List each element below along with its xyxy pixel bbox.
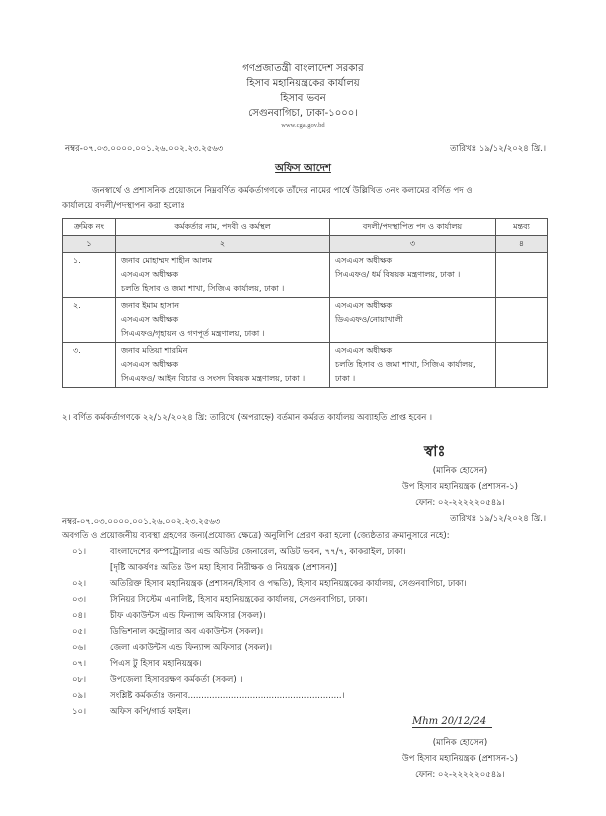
signatory-name: (মানিক হোসেন) [432,738,488,748]
list-item: সংশ্লিষ্ট কর্মকর্তাঃ জনাব.........................................................। [110,691,345,701]
list-number: ০৪। [72,611,87,621]
col-number: ১ [63,236,116,253]
col-number: ৪ [496,236,548,253]
new-post: এসএএস অধীক্ষক [335,301,393,310]
list-number: ১০। [72,707,87,717]
list-number: ০৩। [72,595,87,605]
table-row [63,298,548,343]
intro-text: জনস্বার্থে ও প্রশাসনিক প্রয়োজনে নিম্নবর্ণিত কর্মকর্তাগণকে তাঁদের নামের পার্শ্বে উল্লিখিত ৩নং কলামের বর্ণিত পদ ও [92,186,473,196]
office-name: হিসাব মহানিয়ন্ত্রকের কার্যালয় [246,78,360,89]
list-item: জেলা একাউন্টস এন্ড ফিন্যান্স অফিসার (সকল)। [110,643,273,653]
col-header-serial: ক্রমিক নং [63,219,116,236]
address: সেগুনবাগিচা, ঢাকা-১০০০। [248,108,358,119]
officer-cell [116,298,330,343]
list-number: ০২। [72,579,87,589]
serial: ৩. [63,343,116,388]
signatory-phone: ফোন: ০২-২২২২২০৫৪৯। [415,770,505,780]
officer-name: জনাব ইমাম হাসান [121,301,180,310]
officer-cell [116,253,330,298]
intro-text-cont: কার্যালয়ে বদলী/পদস্থাপন করা হলোঃ [62,201,185,211]
signed-mark: স্বাঃ [424,442,446,460]
list-item: সিনিয়র সিস্টেম এনালিষ্ট, হিসাব মহানিয়ন্ত্রকের কার্যালয়, সেগুনবাগিচা, ঢাকা। [110,595,368,605]
list-item: অতিরিক্ত হিসাব মহানিয়ন্ত্রক (প্রশাসন/হিসাব ও পদ্ধতি), হিসাব মহানিয়ন্ত্রকের কার্যালয়, সেগুনবাগিচা, ঢাকা। [110,579,467,589]
list-number: ০৬। [72,643,87,653]
list-item: ডিভিশনাল কন্ট্রোলার অব একাউন্টস (সকল)। [110,627,264,637]
new-post-cell [330,253,496,298]
list-item: উপজেলা হিসাবরক্ষণ কর্মকর্তা (সকল) । [110,675,243,685]
list-number: ০৯। [72,691,87,701]
remarks [496,343,548,388]
new-post: এসএএস অধীক্ষক [335,346,393,355]
new-office: ডিএএফও/নোয়াখালী [335,315,403,324]
new-post: এসএএস অধীক্ষক [335,256,393,265]
paragraph-2: ২। বর্ণিত কর্মকর্তাগণকে ২২/১২/২০২৪ খ্রি: তারিখে (অপরাহ্নে) বর্তমান কর্মরত কার্যালয় অব্যাহতি প্রাপ্ত হবেন । [62,413,433,423]
serial: ১. [63,253,116,298]
list-item: [দৃষ্টি আকর্ষণঃ অতিঃ উপ মহা হিসাব নিরীক্ষক ও নিয়ন্ত্রক (প্রশাসন)] [110,563,337,573]
signatory-phone: ফোন: ০২-২২২২২০৫৪৯। [415,498,505,508]
officer-workplace: চলতি হিসাব ও জমা শাখা, সিজিএ কার্যালয়, ঢাকা । [121,284,285,293]
col-header-new-post: বদলী/পদস্থাপিত পদ ও কার্যালয় [330,219,496,236]
remarks [496,253,548,298]
memo-date: তারিখঃ ১৯/১২/২০২৪ খ্রি.। [450,144,546,154]
officer-workplace: সিএএফও/গৃহায়ন ও গণপূর্ত মন্ত্রণালয়, ঢাকা । [121,329,265,338]
list-item: বাংলাদেশের কম্পট্রোলার এন্ড অডিটর জেনারেল, অডিট ভবন, ৭৭/৭, কাকরাইল, ঢাকা। [110,547,406,557]
memo-number: নম্বর-০৭.০৩.০০০০.০০১.২৬.০০২.২৩.২৫৬৩ [65,144,224,154]
handwritten-signature: Mhm 20/12/24 [412,716,492,728]
col-header-remarks: মন্তব্য [496,219,548,236]
officer-designation: এসএএস অধীক্ষক [121,315,179,324]
new-post-cell [330,343,496,388]
col-number: ২ [116,236,330,253]
officer-name: জনাব মোহাম্মদ শাহীন আলম [121,256,213,265]
officer-cell [116,343,330,388]
list-number: ০১। [72,547,87,557]
building-name: হিসাব ভবন [280,93,326,104]
transfer-table [62,218,548,388]
officer-designation: এসএএস অধীক্ষক [121,360,179,369]
new-post-cell [330,298,496,343]
list-number: ০৮। [72,675,87,685]
list-item: চীফ একাউন্টস এন্ড ফিন্যান্স অফিসার (সকল)। [110,611,266,621]
serial: ২. [63,298,116,343]
signatory-title: উপ হিসাব মহানিয়ন্ত্রক (প্রশাসন-১) [402,482,518,492]
list-number: ০৫। [72,627,87,637]
list-item: পিএস টু হিসাব মহানিয়ন্ত্রক। [110,659,202,669]
list-number: ০৭। [72,659,87,669]
signatory-name: (মানিক হোসেন) [432,466,488,476]
col-header-officer: কর্মকর্তার নাম, পদবী ও কর্মস্থল [116,219,330,236]
table-header-row [63,219,548,236]
table-row [63,343,548,388]
list-item: অফিস কপি/গার্ড ফাইল। [110,707,191,717]
remarks [496,298,548,343]
page-title: অফিস আদেশ [275,163,331,174]
new-office: সিএএফও/ ধর্ম বিষয়ক মন্ত্রণালয়, ঢাকা । [335,270,461,279]
officer-workplace: সিএএফও/ আইন বিচার ও সংসদ বিষয়ক মন্ত্রণালয়, ঢাকা । [121,374,306,383]
website-link[interactable]: www.cga.gov.bd [281,122,325,129]
signatory-title: উপ হিসাব মহানিয়ন্ত্রক (প্রশাসন-১) [402,754,518,764]
officer-designation: এসএএস অধীক্ষক [121,270,179,279]
copy-intro: অবগতি ও প্রয়োজনীয় ব্যবস্থা গ্রহণের জন্য(প্রযোজ্য ক্ষেত্রে) অনুলিপি প্রেরণ করা হলো (জ্যেষ্ঠতার ক্রমানুসারে নহে): [62,531,450,541]
table-row [63,253,548,298]
column-number-row [63,236,548,253]
officer-name: জনাব মতিয়া শারমিন [121,346,188,355]
col-number: ৩ [330,236,496,253]
govt-name: গণপ্রজাতন্ত্রী বাংলাদেশ সরকার [242,63,364,74]
memo-date-2: তারিখঃ ১৯/১২/২০২৪ খ্রি.। [450,514,546,524]
new-office: চলতি হিসাব ও জমা শাখা, সিজিএ কার্যালয়, ঢাকা । [335,360,476,383]
memo-number-2: নম্বর-০৭.০৩.০০০০.০০১.২৬.০০২.২৩.২৫৬৩ [62,517,221,527]
